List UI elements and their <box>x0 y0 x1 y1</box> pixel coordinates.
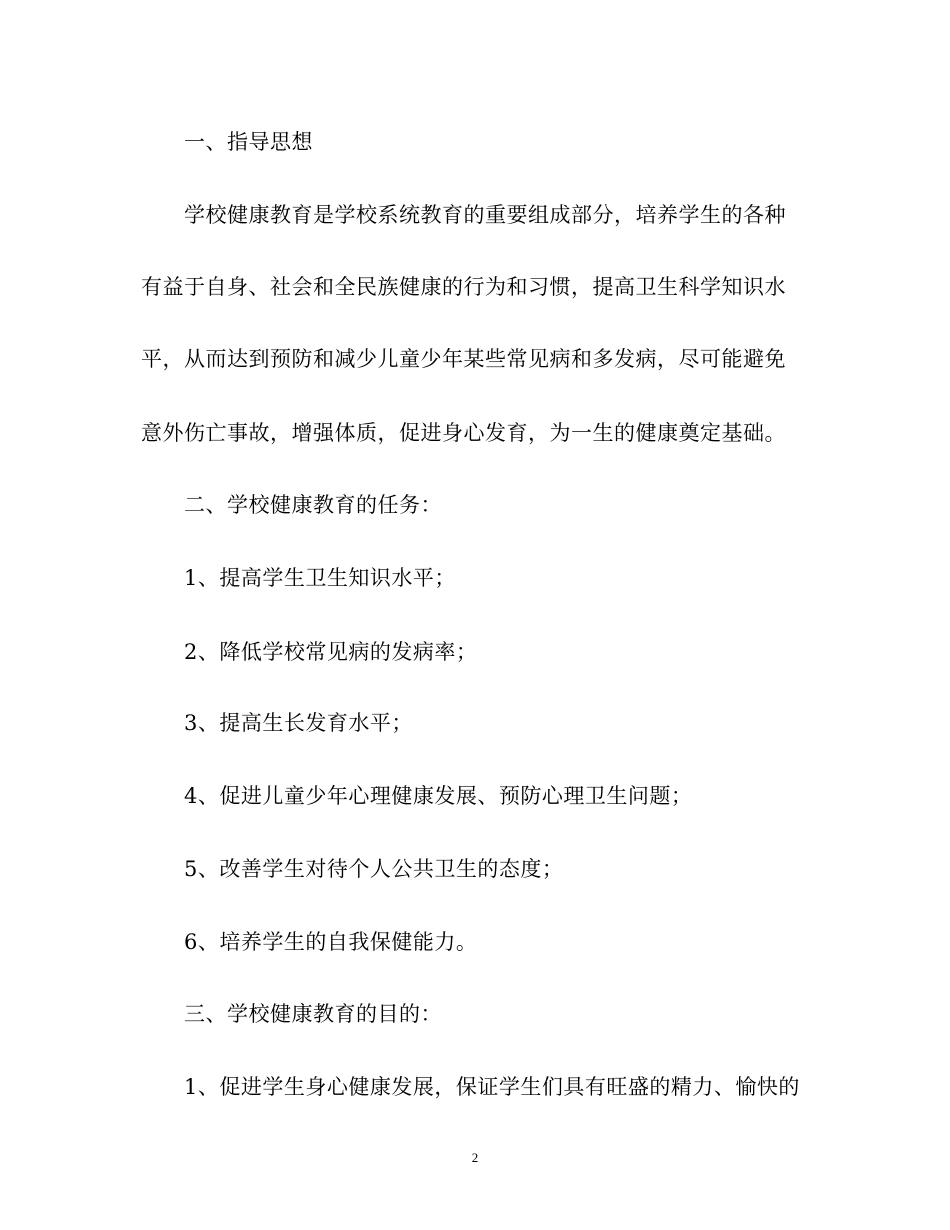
paragraph-line: 有益于自身、社会和全民族健康的行为和习惯，提高卫生科学知识水 <box>141 275 786 299</box>
list-item: 5、改善学生对待个人公共卫生的态度； <box>184 857 564 881</box>
list-item: 1、提高学生卫生知识水平； <box>184 566 456 590</box>
paragraph-line: 学校健康教育是学校系统教育的重要组成部分，培养学生的各种 <box>184 203 786 227</box>
paragraph-line: 意外伤亡事故，增强体质，促进身心发育，为一生的健康奠定基础。 <box>141 421 786 445</box>
paragraph-line: 平，从而达到预防和减少儿童少年某些常见病和多发病，尽可能避免 <box>141 347 786 371</box>
list-item: 2、降低学校常见病的发病率； <box>184 640 478 664</box>
list-item: 6、培养学生的自我保健能力。 <box>184 930 478 954</box>
list-item: 3、提高生长发育水平； <box>184 711 413 735</box>
section-heading-guiding-ideology: 一、指导思想 <box>184 130 313 154</box>
list-item: 4、促进儿童少年心理健康发展、预防心理卫生问题； <box>184 784 693 808</box>
list-item: 1、促进学生身心健康发展，保证学生们具有旺盛的精力、愉快的 <box>184 1075 800 1099</box>
page-number: 2 <box>471 1150 479 1165</box>
section-heading-purpose: 三、学校健康教育的目的： <box>184 1002 442 1026</box>
section-heading-tasks: 二、学校健康教育的任务： <box>184 493 442 517</box>
